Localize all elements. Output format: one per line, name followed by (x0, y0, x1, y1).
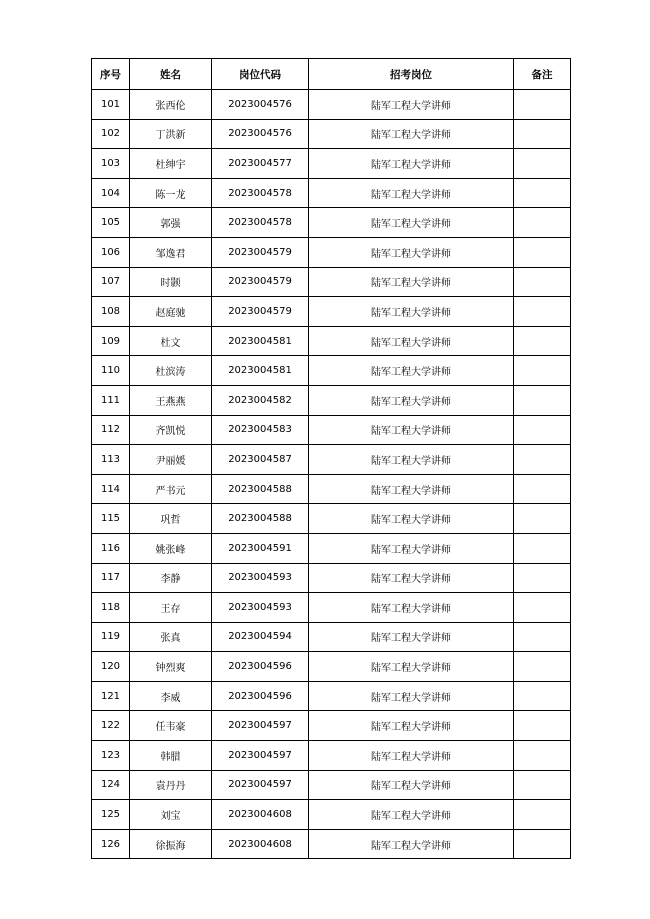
table-row (92, 829, 571, 859)
cell-position: 陆军工程大学讲师 (309, 800, 514, 830)
cell-name: 杜文 (130, 326, 212, 356)
cell-code: 2023004597 (212, 770, 309, 800)
cell-name: 尹丽媛 (130, 445, 212, 475)
cell-no: 101 (92, 90, 130, 120)
table-row (92, 237, 571, 267)
cell-position: 陆军工程大学讲师 (309, 149, 514, 179)
cell-code: 2023004576 (212, 90, 309, 120)
cell-name: 钟烈爽 (130, 652, 212, 682)
cell-no: 124 (92, 770, 130, 800)
cell-code: 2023004596 (212, 681, 309, 711)
header-no: 序号 (92, 59, 130, 90)
cell-code: 2023004591 (212, 533, 309, 563)
cell-no: 126 (92, 829, 130, 859)
cell-remarks (514, 90, 571, 120)
table-row (92, 385, 571, 415)
cell-no: 111 (92, 385, 130, 415)
cell-remarks (514, 533, 571, 563)
cell-no: 106 (92, 237, 130, 267)
cell-position: 陆军工程大学讲师 (309, 829, 514, 859)
cell-name: 严书元 (130, 474, 212, 504)
table-row (92, 415, 571, 445)
cell-name: 袁丹丹 (130, 770, 212, 800)
cell-name: 李威 (130, 681, 212, 711)
cell-name: 刘宝 (130, 800, 212, 830)
cell-remarks (514, 119, 571, 149)
cell-remarks (514, 356, 571, 386)
cell-remarks (514, 385, 571, 415)
cell-position: 陆军工程大学讲师 (309, 593, 514, 623)
cell-no: 105 (92, 208, 130, 238)
cell-no: 118 (92, 593, 130, 623)
cell-position: 陆军工程大学讲师 (309, 237, 514, 267)
cell-name: 徐振海 (130, 829, 212, 859)
table-row (92, 593, 571, 623)
cell-no: 109 (92, 326, 130, 356)
cell-position: 陆军工程大学讲师 (309, 415, 514, 445)
cell-name: 齐凯悦 (130, 415, 212, 445)
table-row (92, 800, 571, 830)
table-row (92, 681, 571, 711)
cell-remarks (514, 741, 571, 771)
cell-no: 120 (92, 652, 130, 682)
cell-code: 2023004577 (212, 149, 309, 179)
cell-name: 王存 (130, 593, 212, 623)
cell-position: 陆军工程大学讲师 (309, 90, 514, 120)
table-row (92, 533, 571, 563)
header-code: 岗位代码 (212, 59, 309, 90)
cell-name: 任韦豪 (130, 711, 212, 741)
cell-no: 112 (92, 415, 130, 445)
cell-code: 2023004608 (212, 800, 309, 830)
cell-code: 2023004579 (212, 237, 309, 267)
cell-name: 陈一龙 (130, 178, 212, 208)
cell-name: 张真 (130, 622, 212, 652)
table-row (92, 652, 571, 682)
table-row (92, 504, 571, 534)
cell-name: 李静 (130, 563, 212, 593)
cell-no: 122 (92, 711, 130, 741)
cell-name: 王燕燕 (130, 385, 212, 415)
cell-position: 陆军工程大学讲师 (309, 208, 514, 238)
cell-no: 116 (92, 533, 130, 563)
cell-position: 陆军工程大学讲师 (309, 178, 514, 208)
cell-remarks (514, 178, 571, 208)
cell-remarks (514, 829, 571, 859)
cell-position: 陆军工程大学讲师 (309, 652, 514, 682)
table-row (92, 149, 571, 179)
cell-remarks (514, 711, 571, 741)
cell-no: 104 (92, 178, 130, 208)
cell-remarks (514, 593, 571, 623)
cell-position: 陆军工程大学讲师 (309, 770, 514, 800)
header-position: 招考岗位 (309, 59, 514, 90)
cell-name: 杜绅宇 (130, 149, 212, 179)
table-row (92, 178, 571, 208)
cell-code: 2023004579 (212, 297, 309, 327)
cell-code: 2023004597 (212, 741, 309, 771)
cell-remarks (514, 681, 571, 711)
cell-no: 103 (92, 149, 130, 179)
cell-code: 2023004579 (212, 267, 309, 297)
cell-remarks (514, 504, 571, 534)
cell-remarks (514, 563, 571, 593)
cell-code: 2023004593 (212, 593, 309, 623)
cell-name: 邹逸君 (130, 237, 212, 267)
table-row (92, 297, 571, 327)
cell-code: 2023004593 (212, 563, 309, 593)
cell-code: 2023004588 (212, 504, 309, 534)
cell-code: 2023004576 (212, 119, 309, 149)
cell-no: 110 (92, 356, 130, 386)
cell-code: 2023004581 (212, 356, 309, 386)
cell-remarks (514, 415, 571, 445)
cell-position: 陆军工程大学讲师 (309, 119, 514, 149)
cell-position: 陆军工程大学讲师 (309, 622, 514, 652)
cell-name: 时颢 (130, 267, 212, 297)
table-row (92, 267, 571, 297)
roster-table (91, 58, 571, 859)
cell-position: 陆军工程大学讲师 (309, 474, 514, 504)
cell-no: 117 (92, 563, 130, 593)
cell-remarks (514, 267, 571, 297)
cell-remarks (514, 326, 571, 356)
cell-name: 韩腊 (130, 741, 212, 771)
cell-no: 113 (92, 445, 130, 475)
cell-no: 102 (92, 119, 130, 149)
table-row (92, 119, 571, 149)
header-name: 姓名 (130, 59, 212, 90)
table-row (92, 208, 571, 238)
header-row (92, 59, 571, 90)
cell-no: 114 (92, 474, 130, 504)
cell-remarks (514, 474, 571, 504)
table-row (92, 711, 571, 741)
cell-name: 赵庭驰 (130, 297, 212, 327)
cell-no: 123 (92, 741, 130, 771)
table-row (92, 563, 571, 593)
cell-remarks (514, 622, 571, 652)
cell-name: 杜滨涛 (130, 356, 212, 386)
cell-code: 2023004578 (212, 178, 309, 208)
cell-position: 陆军工程大学讲师 (309, 356, 514, 386)
table-row (92, 356, 571, 386)
roster-body (92, 90, 571, 859)
cell-name: 张西伦 (130, 90, 212, 120)
table-row (92, 326, 571, 356)
cell-position: 陆军工程大学讲师 (309, 267, 514, 297)
cell-position: 陆军工程大学讲师 (309, 741, 514, 771)
table-row (92, 622, 571, 652)
cell-remarks (514, 800, 571, 830)
cell-no: 108 (92, 297, 130, 327)
cell-remarks (514, 445, 571, 475)
cell-code: 2023004582 (212, 385, 309, 415)
cell-position: 陆军工程大学讲师 (309, 681, 514, 711)
cell-position: 陆军工程大学讲师 (309, 385, 514, 415)
cell-code: 2023004596 (212, 652, 309, 682)
cell-remarks (514, 770, 571, 800)
table-row (92, 741, 571, 771)
cell-no: 121 (92, 681, 130, 711)
cell-no: 125 (92, 800, 130, 830)
table-row (92, 90, 571, 120)
cell-remarks (514, 237, 571, 267)
cell-position: 陆军工程大学讲师 (309, 533, 514, 563)
cell-position: 陆军工程大学讲师 (309, 711, 514, 741)
cell-code: 2023004594 (212, 622, 309, 652)
cell-position: 陆军工程大学讲师 (309, 326, 514, 356)
cell-name: 郭强 (130, 208, 212, 238)
cell-code: 2023004587 (212, 445, 309, 475)
cell-no: 107 (92, 267, 130, 297)
cell-position: 陆军工程大学讲师 (309, 563, 514, 593)
cell-no: 115 (92, 504, 130, 534)
cell-code: 2023004581 (212, 326, 309, 356)
cell-position: 陆军工程大学讲师 (309, 445, 514, 475)
cell-remarks (514, 208, 571, 238)
cell-name: 丁洪新 (130, 119, 212, 149)
cell-remarks (514, 652, 571, 682)
cell-code: 2023004608 (212, 829, 309, 859)
cell-code: 2023004597 (212, 711, 309, 741)
table-row (92, 445, 571, 475)
cell-code: 2023004578 (212, 208, 309, 238)
table-row (92, 770, 571, 800)
table-row (92, 474, 571, 504)
cell-code: 2023004588 (212, 474, 309, 504)
cell-no: 119 (92, 622, 130, 652)
cell-code: 2023004583 (212, 415, 309, 445)
header-remarks: 备注 (514, 59, 571, 90)
cell-remarks (514, 149, 571, 179)
cell-position: 陆军工程大学讲师 (309, 504, 514, 534)
cell-name: 姚张峰 (130, 533, 212, 563)
cell-remarks (514, 297, 571, 327)
cell-name: 巩哲 (130, 504, 212, 534)
cell-position: 陆军工程大学讲师 (309, 297, 514, 327)
